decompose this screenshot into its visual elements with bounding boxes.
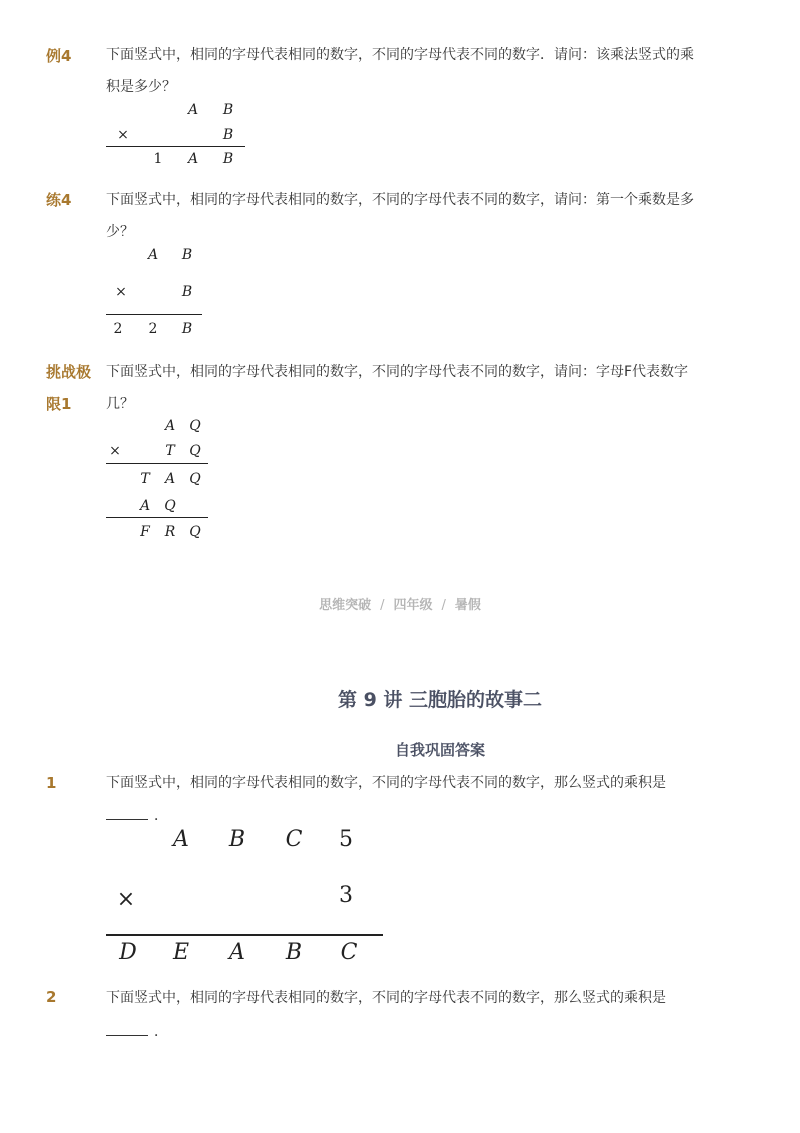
answer-blank[interactable]: [106, 805, 148, 820]
digit: B: [228, 827, 246, 852]
calc-line: [106, 934, 383, 936]
multiply-sign: ×: [115, 284, 127, 300]
multiply-sign: ×: [109, 443, 121, 459]
practice-4-text-line2: 少？: [106, 224, 134, 240]
page-footer: [0, 594, 800, 613]
digit: A: [229, 940, 245, 965]
multiply-sign: ×: [116, 887, 136, 912]
calc-line: [106, 314, 202, 315]
multiply-sign: ×: [117, 127, 129, 143]
example-4-label: 例4: [46, 47, 72, 65]
digit: T: [165, 443, 175, 459]
digit: 2: [148, 321, 158, 337]
calc-line: [106, 463, 208, 464]
digit: C: [285, 827, 303, 852]
digit: B: [222, 151, 234, 167]
example-4-text-line1: 下面竖式中，相同的字母代表相同的数字，不同的字母代表不同的数字．请问：该乘法竖式的乘: [106, 47, 694, 63]
digit: F: [140, 524, 150, 540]
digit: T: [140, 471, 150, 487]
digit: 5: [339, 827, 353, 852]
digit: A: [164, 471, 176, 487]
digit: Q: [189, 524, 201, 540]
digit: A: [187, 102, 199, 118]
footer-separator: /: [380, 598, 385, 613]
digit: C: [340, 940, 358, 965]
calc-line: [106, 517, 208, 518]
digit: A: [139, 498, 151, 514]
digit: 3: [339, 883, 353, 908]
digit: Q: [189, 418, 201, 434]
digit: B: [285, 940, 303, 965]
digit: 2: [113, 321, 123, 337]
digit: B: [222, 127, 234, 143]
practice-4-text-line1: 下面竖式中，相同的字母代表相同的数字，不同的字母代表不同的数字，请问：第一个乘数是多: [106, 192, 694, 208]
digit: A: [187, 151, 199, 167]
footer-separator: /: [441, 598, 446, 613]
challenge-1-label-line2: 限1: [46, 395, 72, 413]
question-1-text-line1: 下面竖式中，相同的字母代表相同的数字，不同的字母代表不同的数字，那么竖式的乘积是: [106, 775, 666, 791]
footer-grade: 四年级: [393, 598, 433, 613]
question-2-text-line1: 下面竖式中，相同的字母代表相同的数字，不同的字母代表不同的数字，那么竖式的乘积是: [106, 990, 666, 1006]
digit: A: [147, 247, 159, 263]
lecture-title: 第 9 讲 三胞胎的故事二: [337, 689, 543, 711]
digit: Q: [164, 498, 176, 514]
example-4-text-line2: 积是多少？: [106, 79, 176, 95]
calc-line: [106, 146, 245, 147]
digit: A: [164, 418, 176, 434]
digit: E: [172, 940, 190, 965]
digit: B: [181, 321, 193, 337]
footer-term: 暑假: [454, 598, 481, 613]
question-2-text-line2: ．: [106, 1016, 168, 1048]
question-1-text-line2: ．: [106, 800, 168, 832]
question-1-number: 1: [46, 774, 57, 792]
digit: 1: [153, 151, 163, 167]
digit: D: [119, 940, 137, 965]
digit: B: [181, 284, 193, 300]
digit: B: [222, 102, 234, 118]
digit: Q: [189, 443, 201, 459]
challenge-1-text-line1: 下面竖式中，相同的字母代表相同的数字，不同的字母代表不同的数字，请问：字母F代表数字: [106, 364, 689, 380]
practice-4-label: 练4: [46, 191, 72, 209]
question-2-number: 2: [46, 988, 57, 1006]
challenge-1-text-line2: 几？: [106, 396, 134, 412]
digit: B: [181, 247, 193, 263]
digit: Q: [189, 471, 201, 487]
footer-series: 思维突破: [319, 598, 372, 613]
digit: R: [164, 524, 176, 540]
challenge-1-label-line1: 挑战极: [46, 363, 92, 381]
answer-blank[interactable]: [106, 1021, 148, 1036]
digit: A: [173, 827, 189, 852]
lecture-subtitle: 自我巩固答案: [394, 741, 485, 759]
